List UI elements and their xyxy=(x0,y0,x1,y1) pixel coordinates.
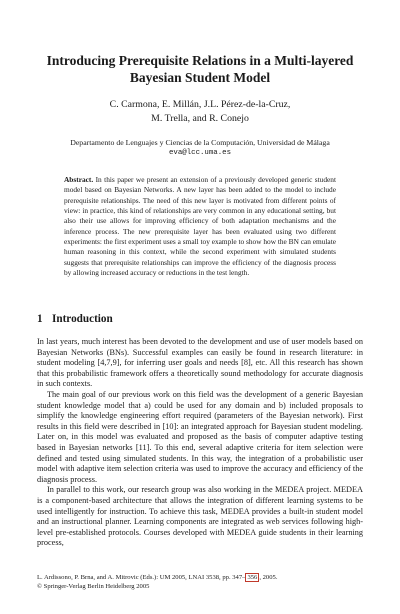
affiliation: Departamento de Lenguajes y Ciencias de la Computación, Universidad de Málaga xyxy=(70,138,330,147)
section-title: Introduction xyxy=(52,313,113,325)
authors-line-1: C. Carmona, E. Millán, J.L. Pérez-de-la-Cruz, xyxy=(109,99,291,110)
abstract xyxy=(64,175,336,278)
paragraph: In parallel to this work, our research group was also working in the MEDEA project. MEDEA is a component-based architecture that allows the integration of different learning systems to be used intelligently for instruction. To achieve this task, MEDEA provides a built-in student model and an instructional planner. Learning components are integrated as web services following high-level pre-established protocols. Courses developed with MEDEA guide students in their learning process, xyxy=(37,485,363,548)
authors-line-2: M. Trella, and R. Conejo xyxy=(151,112,249,124)
paper-title xyxy=(30,52,370,86)
author-email: eva@lcc.uma.es xyxy=(168,149,232,157)
affiliation-block xyxy=(20,137,380,159)
paragraph: The main goal of our previous work on this field was the development of a generic Bayesian student knowledge model that a) could be used for any domain and b) included proposals to simplify the knowledge engineering effort required (parameters of the Bayesian network). First results in this field were described in [10]: an integrated approach for Bayesian student modeling. Later on, in this model was evaluated and proposed as the basis of computer adaptive testing based in Bayesian networks [11]. To this end, several adaptive criteria for item selection were defined and tested using simulated students. In this way, the integration of a probabilistic user model with adaptive item selection criteria was used to improve the accuracy and efficiency of the diagnosis process. xyxy=(37,389,363,484)
abstract-label: Abstract. xyxy=(64,175,94,184)
title-line-1: Introducing Prerequisite Relations in a Multi-layered xyxy=(46,53,354,68)
paragraph: In last years, much interest has been devoted to the development and use of user models based on Bayesian Networks (BNs). Successful examples can easily be found in research literature: in student modeling [4,7,9], for inferring user goals and needs [8], etc. All this research has shown that this probabilistic framework offers a theoretically sound methodology for accurate diagnosis in such contexts. xyxy=(37,337,363,389)
citation-line xyxy=(37,573,363,582)
abstract-text: In this paper we present an extension of a previously developed generic student model based on Bayesian Networks. A new layer has been added to the model to include prerequisite relationships. The need of this new layer is motivated from different points of view: in practice, this kind of relationships are very common in any educational setting, but also their use allows for improving efficiency of both adaptation mechanisms and the inference process. The new prerequisite layer has been evaluated using two different experiments: the first experiment uses a small toy example to show how the BN can emulate human reasoning in this context, while the second experiment with simulated students suggests that prerequisite relationships can improve the efficiency of the diagnosis process by allowing increased accuracy or reductions in the test length. xyxy=(64,175,336,278)
copyright-line: © Springer-Verlag Berlin Heidelberg 2005 xyxy=(37,583,150,590)
page-range-link[interactable]: 356 xyxy=(247,574,258,581)
section-heading xyxy=(37,312,363,326)
section-body xyxy=(37,337,363,549)
citation-year: , 2005. xyxy=(259,574,278,581)
citation-text: L. Ardissono, P. Brna, and A. Mitrovic (Eds.): UM 2005, LNAI 3538, pp. 347– xyxy=(37,574,246,581)
publication-footer xyxy=(37,573,363,591)
title-line-2: Bayesian Student Model xyxy=(129,70,271,85)
section-number: 1 xyxy=(37,313,43,325)
author-list xyxy=(30,98,370,125)
